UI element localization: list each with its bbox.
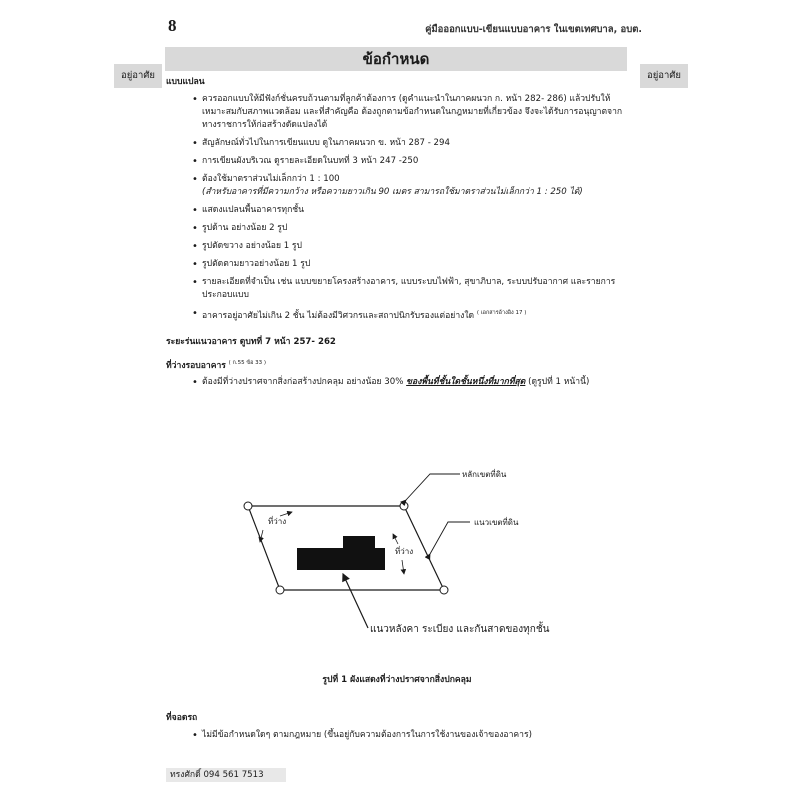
- arrow-space-right-up: [393, 534, 398, 544]
- label-roofline: แนวหลังคา ระเบียง และกันสาดของทุกชั้น: [370, 624, 550, 635]
- label-corner: หลักเขตที่ดิน: [462, 470, 507, 479]
- label-space-left: ที่ว่าง: [268, 517, 287, 526]
- arrow-space-left-up: [280, 512, 292, 516]
- list-item: • การเขียนผังบริเวณ ดูรายละเอียดในบทที่ 3 หน้า 247 -250: [166, 155, 628, 168]
- label-boundary: แนวเขตที่ดิน: [474, 518, 519, 527]
- no-engineer-rule: อาคารอยู่อาศัยไม่เกิน 2 ชั้น ไม่ต้องมีวิศวกรและสถาปนิกรับรองแต่อย่างใด: [202, 310, 475, 321]
- parking-section: [166, 712, 628, 747]
- figure-caption: รูปที่ 1 ผังแสดงที่ว่างปราศจากสิ่งปกคลุม: [322, 675, 472, 685]
- side-tab-right: อยู่อาศัย: [640, 64, 688, 88]
- parking-heading: ที่จอดรถ: [166, 713, 198, 723]
- leader-boundary: [430, 522, 470, 554]
- side-tab-left: อยู่อาศัย: [114, 64, 162, 88]
- open-space-heading-row: [166, 357, 628, 373]
- open-space-list: [166, 376, 628, 389]
- open-space-ref: ( ก.55 ข้อ 33 ): [228, 359, 267, 366]
- open-space-diagram: [230, 452, 560, 647]
- corner-marker: [276, 586, 284, 594]
- setback-line: ระยะร่นแนวอาคาร ดูบทที่ 7 หน้า 257- 262: [166, 336, 336, 347]
- footer-contact: ทรงศักดิ์ 094 561 7513: [166, 768, 286, 782]
- building-footprint: [297, 548, 385, 570]
- list-item: • รายละเอียดที่จำเป็น เช่น แบบขยายโครงสร้างอาคาร, แบบระบบไฟฟ้า, สุขาภิบาล, ระบบปรับอากาศ และรายการประกอบแบบ: [166, 276, 628, 302]
- list-item: • ควรออกแบบให้มีฟังก์ชั่นครบถ้วนตามที่ลูกค้าต้องการ (ดูคำแนะนำในภาคผนวก ก. หน้า 282- 286) แล้วปรับให้เหมาะสมกับสภาพแวดล้อม และที่สำคัญคือ ต้องถูกตามข้อกำหนดในกฎหมายที่เกี่ยวข้อง จึงจะได้รับการอนุญาตจากทางราชการให้ก่อสร้างดัดแปลงได้: [166, 93, 628, 132]
- page-content: [166, 76, 628, 394]
- open-space-rule: ต้องมีที่ว่างปราศจากสิ่งก่อสร้างปกคลุม อย่างน้อย 30%: [202, 376, 404, 387]
- list-item: [166, 307, 628, 323]
- arrow-space-right-down: [402, 560, 404, 574]
- list-item: • แสดงแปลนพื้นอาคารทุกชั้น: [166, 204, 628, 217]
- plan-heading: แบบแปลน: [166, 77, 205, 87]
- leader-roofline: [343, 574, 368, 628]
- ref-note: ( เอกสารอ้างอิง 17 ): [476, 310, 527, 316]
- list-item: • รูปตัดขวาง อย่างน้อย 1 รูป: [166, 240, 628, 253]
- parking-list: [166, 729, 628, 742]
- leader-corner: [406, 474, 460, 500]
- label-space-right: ที่ว่าง: [395, 547, 414, 556]
- open-space-emphasis: ของพื้นที่ชั้นใดชั้นหนึ่งที่มากที่สุด: [406, 376, 526, 387]
- corner-marker: [244, 502, 252, 510]
- scale-rule: ต้องใช้มาตราส่วนไม่เล็กกว่า 1 : 100: [202, 174, 340, 184]
- scale-note: (สำหรับอาคารที่มีความกว้าง หรือความยาวเกิน 90 เมตร สามารถใช้มาตราส่วนไม่เล็กกว่า 1 : 250 ได้): [202, 187, 583, 197]
- list-item: • รูปตัดตามยาวอย่างน้อย 1 รูป: [166, 258, 628, 271]
- list-item: • รูปด้าน อย่างน้อย 2 รูป: [166, 222, 628, 235]
- corner-marker: [440, 586, 448, 594]
- open-space-heading: ที่ว่างรอบอาคาร: [166, 360, 226, 371]
- running-title: คู่มือออกแบบ-เขียนแบบอาคาร ในเขตเทศบาล, อบต.: [425, 24, 642, 35]
- list-item: [166, 376, 628, 389]
- list-item: • สัญลักษณ์ทั่วไปในการเขียนแบบ ดูในภาคผนวก ข. หน้า 287 - 294: [166, 137, 628, 150]
- list-item: • ไม่มีข้อกำหนดใดๆ ตามกฎหมาย (ขึ้นอยู่กับความต้องการในการใช้งานของเจ้าของอาคาร): [166, 729, 628, 742]
- open-space-figure-ref: (ดูรูปที่ 1 หน้านี้): [528, 376, 590, 387]
- page-number: 8: [168, 16, 177, 35]
- building-footprint-upper: [343, 536, 375, 550]
- section-title: ข้อกำหนด: [165, 47, 627, 71]
- plan-list: [166, 93, 628, 323]
- corner-marker: [400, 502, 408, 510]
- list-item: [166, 173, 628, 199]
